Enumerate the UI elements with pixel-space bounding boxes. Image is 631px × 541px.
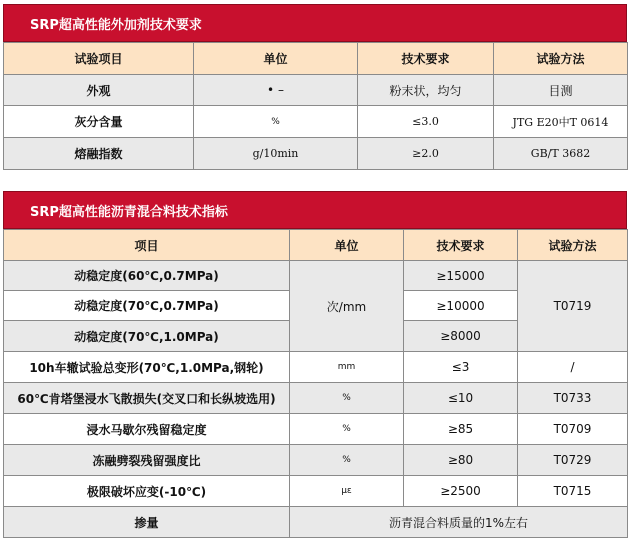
table-row [4, 352, 628, 383]
table-row [4, 383, 628, 414]
table-header-row [4, 43, 628, 75]
row-item: 动稳定度(60℃,0.7MPa) [4, 261, 290, 291]
row-item: 极限破坏应变(-10℃) [4, 476, 290, 507]
row-unit: % [290, 414, 404, 445]
header-unit: 单位 [194, 43, 358, 75]
table-row [4, 138, 628, 170]
row-method: 目测 [494, 75, 628, 106]
row-method: T0715 [518, 476, 628, 507]
row-requirement: ≤3.0 [358, 106, 494, 138]
table-row [4, 445, 628, 476]
table-row [4, 476, 628, 507]
row-requirement: ≤10 [404, 383, 518, 414]
table-row [4, 75, 628, 106]
dynamic-stability-unit: 次/mm [290, 261, 404, 352]
header-requirement: 技术要求 [358, 43, 494, 75]
row-item: 掺量 [4, 507, 290, 538]
row-unit: % [194, 106, 358, 138]
row-method: T0709 [518, 414, 628, 445]
row-requirement: 粉末状，均匀 [358, 75, 494, 106]
row-unit: mm [290, 352, 404, 383]
row-requirement: ≥2.0 [358, 138, 494, 170]
row-item: 外观 [4, 75, 194, 106]
table-header-row [4, 230, 628, 261]
row-method: JTG E20中T 0614 [494, 106, 628, 138]
row-item: 冻融劈裂残留强度比 [4, 445, 290, 476]
mixture-spec-table [3, 229, 628, 538]
table-row [4, 414, 628, 445]
row-requirement: ≥15000 [404, 261, 518, 291]
row-item: 浸水马歇尔残留稳定度 [4, 414, 290, 445]
row-unit: g/10min [194, 138, 358, 170]
table-row [4, 507, 628, 538]
header-requirement: 技术要求 [404, 230, 518, 261]
additive-spec-panel [3, 4, 627, 170]
header-unit: 单位 [290, 230, 404, 261]
additive-spec-table [3, 42, 628, 170]
header-method: 试验方法 [494, 43, 628, 75]
row-requirement: ≤3 [404, 352, 518, 383]
row-method: / [518, 352, 628, 383]
header-method: 试验方法 [518, 230, 628, 261]
header-item: 项目 [4, 230, 290, 261]
row-unit: με [290, 476, 404, 507]
row-requirement: ≥80 [404, 445, 518, 476]
row-method: GB/T 3682 [494, 138, 628, 170]
additive-spec-title: SRP超高性能外加剂技术要求 [3, 4, 627, 42]
row-unit: • – [194, 75, 358, 106]
row-unit: % [290, 445, 404, 476]
row-item: 动稳定度(70℃,1.0MPa) [4, 321, 290, 352]
header-test-item: 试验项目 [4, 43, 194, 75]
row-unit: % [290, 383, 404, 414]
row-requirement: ≥2500 [404, 476, 518, 507]
mixture-spec-panel [3, 191, 627, 538]
table-row [4, 261, 628, 291]
mixture-spec-title: SRP超高性能沥青混合料技术指标 [3, 191, 627, 229]
row-method: T0729 [518, 445, 628, 476]
row-item: 灰分含量 [4, 106, 194, 138]
row-item: 10h车辙试验总变形(70℃,1.0MPa,钢轮) [4, 352, 290, 383]
dynamic-stability-method: T0719 [518, 261, 628, 352]
row-requirement: ≥10000 [404, 291, 518, 321]
dosage-requirement: 沥青混合料质量的1%左右 [290, 507, 628, 538]
row-item: 60℃肯塔堡浸水飞散损失(交叉口和长纵坡选用) [4, 383, 290, 414]
row-method: T0733 [518, 383, 628, 414]
row-item: 动稳定度(70℃,0.7MPa) [4, 291, 290, 321]
row-item: 熔融指数 [4, 138, 194, 170]
row-requirement: ≥8000 [404, 321, 518, 352]
table-row [4, 106, 628, 138]
row-requirement: ≥85 [404, 414, 518, 445]
